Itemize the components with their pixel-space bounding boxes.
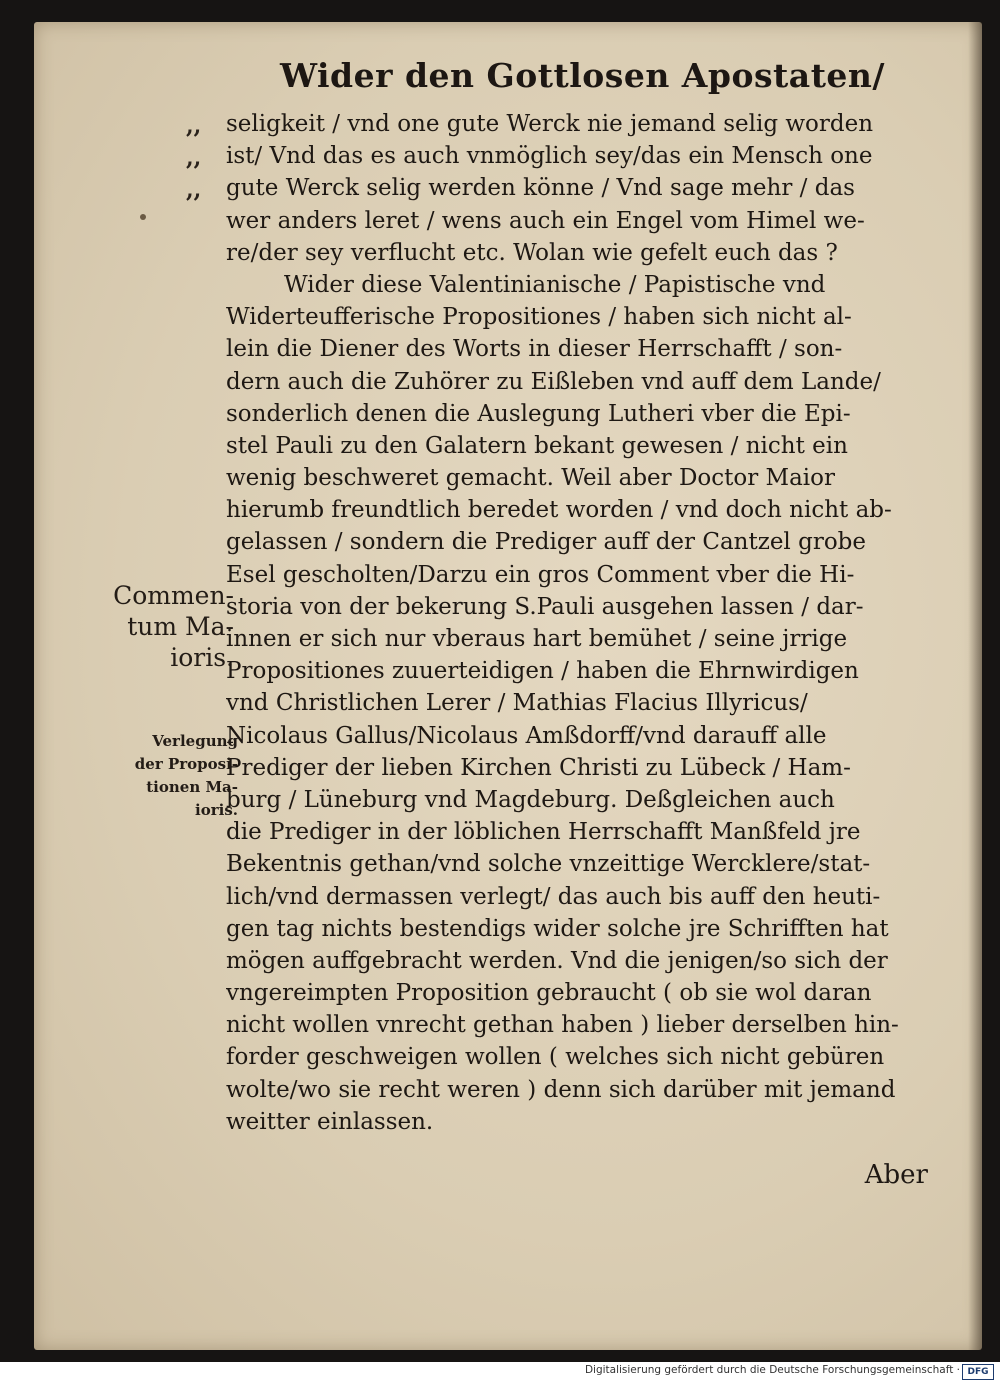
dfg-logo-icon: DFG (962, 1364, 994, 1380)
funding-credit: Digitalisierung gefördert durch die Deutsche Forschungsgemeinschaft · (584, 1364, 960, 1376)
marginal-note-line: ioris. (195, 801, 238, 819)
text-line: forder geschweigen wollen ( welches sich nicht gebüren (226, 1044, 885, 1071)
quote-mark: ,, (186, 113, 202, 139)
text-line: Wider diese Valentinianische / Papistische vnd (284, 271, 826, 298)
quote-mark: ,, (186, 177, 202, 203)
text-line: nicht wollen vnrecht gethan haben ) lieber derselben hin- (226, 1012, 899, 1039)
body-text (226, 108, 926, 1138)
ink-speck (140, 214, 146, 220)
text-line: wer anders leret / wens auch ein Engel vom Himel we- (226, 207, 865, 234)
text-line: ist/ Vnd das es auch vnmöglich sey/das ein Mensch one (226, 143, 873, 170)
text-line: Nicolaus Gallus/Nicolaus Amßdorff/vnd darauff alle (226, 722, 827, 749)
text-line: gute Werck selig werden könne / Vnd sage mehr / das (226, 175, 855, 202)
text-line: vngereimpten Proposition gebraucht ( ob sie wol daran (226, 980, 872, 1007)
text-line: Widerteufferische Propositiones / haben sich nicht al- (226, 304, 852, 331)
text-line: weitter einlassen. (226, 1108, 434, 1135)
digitization-footer (0, 1362, 1000, 1382)
marginal-note-line: ioris. (170, 643, 234, 672)
text-line: innen er sich nur vberaus hart bemühet / seine jrrige (226, 626, 848, 652)
quote-mark: ,, (186, 145, 202, 171)
marginal-note-line: tum Ma- (127, 612, 234, 641)
text-line: re/der sey verflucht etc. Wolan wie gefelt euch das ? (226, 239, 838, 266)
text-line: lein die Diener des Worts in dieser Herrschafft / son- (226, 336, 843, 363)
marginal-note-line: Verlegung (152, 732, 238, 750)
text-line: gelassen / sondern die Prediger auff der Cantzel grobe (226, 529, 867, 556)
text-line: wolte/wo sie recht weren ) denn sich darüber mit jemand (226, 1076, 896, 1103)
text-line: seligkeit / vnd one gute Werck nie jemand selig worden (226, 111, 874, 137)
text-line: mögen auffgebracht werden. Vnd die jenigen/so sich der (226, 947, 888, 974)
text-line: lich/vnd dermassen verlegt/ das auch bis auff den heuti- (226, 883, 881, 910)
text-line: wenig beschweret gemacht. Weil aber Doctor Maior (226, 465, 835, 492)
text-line: Bekentnis gethan/vnd solche vnzeittige Wercklere/stat- (226, 851, 871, 878)
marginal-note-line: tionen Ma- (146, 778, 238, 796)
marginal-note-line: der Proposi- (134, 755, 238, 773)
text-line: Esel gescholten/Darzu ein gros Comment vber die Hi- (226, 561, 855, 588)
text-line: sonderlich denen die Auslegung Lutheri vber die Epi- (226, 400, 851, 427)
text-line: Prediger der lieben Kirchen Christi zu Lübeck / Ham- (226, 754, 851, 781)
catchword: Aber (864, 1160, 928, 1190)
text-line: storia von der bekerung S.Pauli ausgehen lassen / dar- (226, 593, 864, 620)
page-gutter-shadow (968, 22, 982, 1350)
marginal-note-verlegung (84, 730, 238, 822)
text-line: gen tag nichts bestendigs wider solche jre Schrifften hat (226, 915, 889, 942)
marginal-note-line: Commen- (113, 581, 234, 610)
text-line: Propositiones zuuerteidigen / haben die Ehrnwirdigen (226, 658, 859, 685)
text-line: dern auch die Zuhörer zu Eißleben vnd auff dem Lande/ (226, 368, 881, 395)
text-line: stel Pauli zu den Galatern bekant gewesen / nicht ein (226, 432, 848, 459)
marginal-note-commentum (84, 580, 234, 673)
running-head: Wider den Gottlosen Apostaten/ (280, 56, 885, 95)
text-line: burg / Lüneburg vnd Magdeburg. Deßgleichen auch (226, 786, 835, 813)
text-line: die Prediger in der löblichen Herrschafft Manßfeld jre (226, 819, 861, 846)
text-line: vnd Christlichen Lerer / Mathias Flacius Illyricus/ (226, 690, 808, 717)
text-line: hierumb freundtlich beredet worden / vnd doch nicht ab- (226, 497, 892, 524)
quotation-marks (186, 110, 226, 206)
